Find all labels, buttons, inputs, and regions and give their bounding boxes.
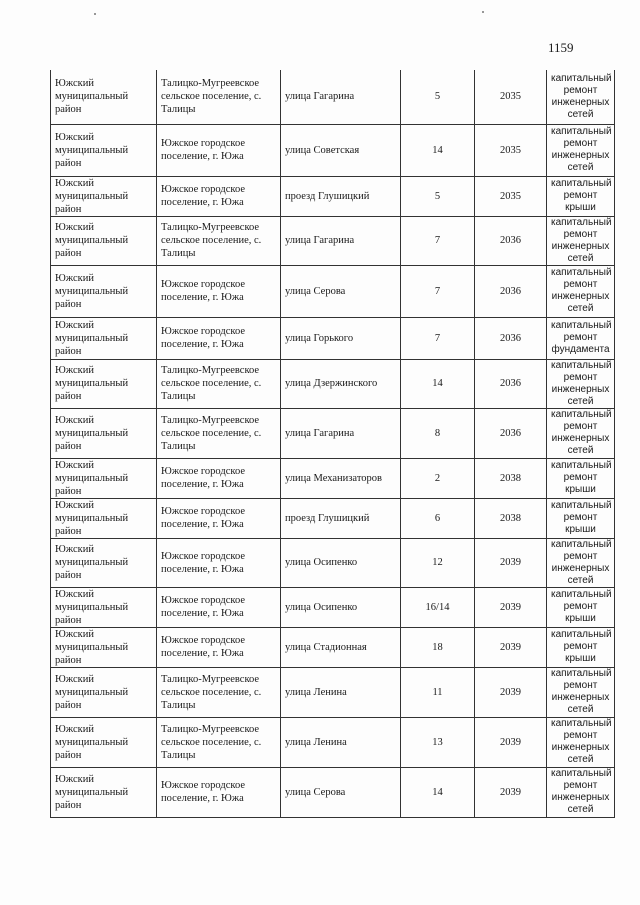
street-cell: улица Гагарина	[281, 70, 401, 124]
table-row	[51, 627, 615, 667]
settlement-cell: Талицко-Мугреевское сельское поселение, с. Талицы	[157, 408, 281, 458]
district-cell: Южский муниципальный район	[51, 124, 157, 176]
year-cell: 2039	[475, 538, 547, 587]
street-cell: улица Серова	[281, 265, 401, 317]
house-number-cell: 7	[401, 265, 475, 317]
work-type-cell: капитальный ремонт инженерных сетей	[547, 70, 615, 124]
table-row	[51, 587, 615, 627]
table-row	[51, 667, 615, 717]
work-type-cell: капитальный ремонт фундамента	[547, 317, 615, 359]
street-cell: проезд Глушицкий	[281, 176, 401, 216]
year-cell: 2036	[475, 359, 547, 408]
work-type-cell: капитальный ремонт инженерных сетей	[547, 265, 615, 317]
house-number-cell: 6	[401, 498, 475, 538]
settlement-cell: Южское городское поселение, г. Южа	[157, 265, 281, 317]
district-cell: Южский муниципальный район	[51, 317, 157, 359]
house-number-cell: 12	[401, 538, 475, 587]
settlement-cell: Южское городское поселение, г. Южа	[157, 317, 281, 359]
street-cell: проезд Глушицкий	[281, 498, 401, 538]
street-cell: улица Ленина	[281, 667, 401, 717]
district-cell: Южский муниципальный район	[51, 767, 157, 817]
work-type-cell: капитальный ремонт инженерных сетей	[547, 717, 615, 767]
house-number-cell: 14	[401, 767, 475, 817]
district-cell: Южский муниципальный район	[51, 408, 157, 458]
work-type-cell: капитальный ремонт крыши	[547, 587, 615, 627]
district-cell: Южский муниципальный район	[51, 176, 157, 216]
table-row	[51, 717, 615, 767]
year-cell: 2035	[475, 124, 547, 176]
table-row	[51, 124, 615, 176]
year-cell: 2035	[475, 176, 547, 216]
district-cell: Южский муниципальный район	[51, 717, 157, 767]
district-cell: Южский муниципальный район	[51, 216, 157, 265]
work-type-cell: капитальный ремонт инженерных сетей	[547, 359, 615, 408]
house-number-cell: 7	[401, 317, 475, 359]
settlement-cell: Южское городское поселение, г. Южа	[157, 767, 281, 817]
street-cell: улица Гагарина	[281, 408, 401, 458]
settlement-cell: Южское городское поселение, г. Южа	[157, 538, 281, 587]
district-cell: Южский муниципальный район	[51, 627, 157, 667]
settlement-cell: Талицко-Мугреевское сельское поселение, с. Талицы	[157, 667, 281, 717]
work-type-cell: капитальный ремонт крыши	[547, 498, 615, 538]
table-row	[51, 408, 615, 458]
house-number-cell: 18	[401, 627, 475, 667]
scan-speck	[94, 13, 96, 15]
year-cell: 2036	[475, 265, 547, 317]
table-row	[51, 265, 615, 317]
street-cell: улица Стадионная	[281, 627, 401, 667]
work-type-cell: капитальный ремонт инженерных сетей	[547, 538, 615, 587]
year-cell: 2036	[475, 408, 547, 458]
district-cell: Южский муниципальный район	[51, 538, 157, 587]
settlement-cell: Южское городское поселение, г. Южа	[157, 124, 281, 176]
table-row	[51, 317, 615, 359]
street-cell: улица Гагарина	[281, 216, 401, 265]
street-cell: улица Советская	[281, 124, 401, 176]
house-number-cell: 16/14	[401, 587, 475, 627]
table-body	[51, 70, 615, 817]
settlement-cell: Талицко-Мугреевское сельское поселение, с. Талицы	[157, 359, 281, 408]
year-cell: 2039	[475, 587, 547, 627]
table-row	[51, 176, 615, 216]
year-cell: 2036	[475, 216, 547, 265]
work-type-cell: капитальный ремонт крыши	[547, 176, 615, 216]
table-row	[51, 359, 615, 408]
district-cell: Южский муниципальный район	[51, 359, 157, 408]
house-number-cell: 5	[401, 70, 475, 124]
settlement-cell: Южское городское поселение, г. Южа	[157, 498, 281, 538]
house-number-cell: 11	[401, 667, 475, 717]
work-type-cell: капитальный ремонт инженерных сетей	[547, 667, 615, 717]
street-cell: улица Осипенко	[281, 587, 401, 627]
settlement-cell: Южское городское поселение, г. Южа	[157, 176, 281, 216]
settlement-cell: Южское городское поселение, г. Южа	[157, 627, 281, 667]
house-number-cell: 14	[401, 359, 475, 408]
house-number-cell: 7	[401, 216, 475, 265]
work-type-cell: капитальный ремонт инженерных сетей	[547, 408, 615, 458]
street-cell: улица Механизаторов	[281, 458, 401, 498]
street-cell: улица Горького	[281, 317, 401, 359]
district-cell: Южский муниципальный район	[51, 458, 157, 498]
house-number-cell: 2	[401, 458, 475, 498]
scan-speck	[482, 11, 484, 13]
year-cell: 2039	[475, 767, 547, 817]
district-cell: Южский муниципальный район	[51, 265, 157, 317]
year-cell: 2039	[475, 667, 547, 717]
street-cell: улица Осипенко	[281, 538, 401, 587]
work-type-cell: капитальный ремонт крыши	[547, 458, 615, 498]
table-row	[51, 767, 615, 817]
year-cell: 2035	[475, 70, 547, 124]
table-row	[51, 216, 615, 265]
table-row	[51, 458, 615, 498]
district-cell: Южский муниципальный район	[51, 498, 157, 538]
work-type-cell: капитальный ремонт инженерных сетей	[547, 767, 615, 817]
district-cell: Южский муниципальный район	[51, 70, 157, 124]
house-number-cell: 13	[401, 717, 475, 767]
street-cell: улица Серова	[281, 767, 401, 817]
house-number-cell: 5	[401, 176, 475, 216]
year-cell: 2039	[475, 627, 547, 667]
table-row	[51, 70, 615, 124]
year-cell: 2039	[475, 717, 547, 767]
settlement-cell: Талицко-Мугреевское сельское поселение, с. Талицы	[157, 717, 281, 767]
street-cell: улица Дзержинского	[281, 359, 401, 408]
work-type-cell: капитальный ремонт инженерных сетей	[547, 216, 615, 265]
house-number-cell: 8	[401, 408, 475, 458]
settlement-cell: Талицко-Мугреевское сельское поселение, с. Талицы	[157, 70, 281, 124]
district-cell: Южский муниципальный район	[51, 587, 157, 627]
page-number: 1159	[548, 40, 574, 55]
house-number-cell: 14	[401, 124, 475, 176]
settlement-cell: Талицко-Мугреевское сельское поселение, с. Талицы	[157, 216, 281, 265]
year-cell: 2038	[475, 458, 547, 498]
year-cell: 2038	[475, 498, 547, 538]
settlement-cell: Южское городское поселение, г. Южа	[157, 587, 281, 627]
work-type-cell: капитальный ремонт инженерных сетей	[547, 124, 615, 176]
table-row	[51, 538, 615, 587]
settlement-cell: Южское городское поселение, г. Южа	[157, 458, 281, 498]
work-type-cell: капитальный ремонт крыши	[547, 627, 615, 667]
housing-repair-table	[50, 70, 615, 818]
year-cell: 2036	[475, 317, 547, 359]
table-row	[51, 498, 615, 538]
street-cell: улица Ленина	[281, 717, 401, 767]
district-cell: Южский муниципальный район	[51, 667, 157, 717]
